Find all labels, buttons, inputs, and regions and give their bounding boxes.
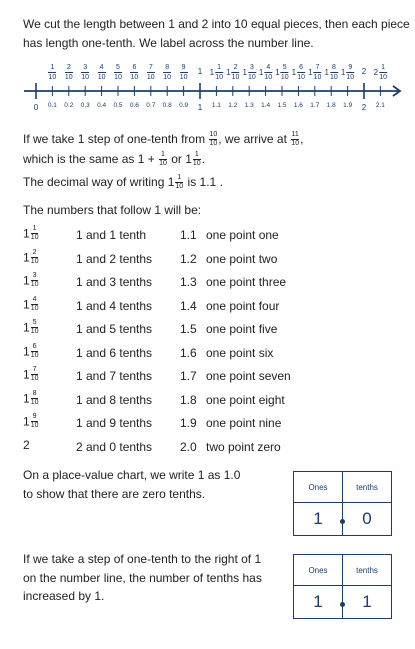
- reading-cell: one point two: [206, 251, 278, 266]
- number-line-decimal-label: 1.4: [261, 102, 271, 109]
- words-cell: 1 and 2 tenths: [76, 251, 153, 266]
- follow-heading: The numbers that follow 1 will be:: [23, 203, 202, 217]
- place-value-chart-1: [293, 471, 392, 536]
- number-line-whole-label: 2: [361, 67, 367, 76]
- pv2-text-3: increased by 1.: [23, 589, 105, 603]
- table-row: [23, 343, 323, 365]
- fraction: $\frac{6}{10}$: [30, 342, 39, 359]
- mixed-number: 2: [23, 437, 30, 452]
- mixed-number: 1 $\frac{7}{10}$: [23, 366, 39, 382]
- words-cell: 1 and 5 tenths: [76, 322, 153, 336]
- number-line-mixed-label: 1 4 10: [258, 64, 273, 81]
- number-line-fraction-label: 3 10: [81, 64, 90, 81]
- fraction-one-tenth: $\frac{1}{10}$: [159, 151, 167, 168]
- number-line-axis: [0, 80, 415, 102]
- table-row: [23, 272, 323, 294]
- fraction-one-tenth-mixed: $\frac{1}{10}$: [192, 151, 201, 168]
- intro-line-1: We cut the length between 1 and 2 into 10 equal pieces, then each piece: [23, 17, 410, 31]
- number-line-decimal-label: 0.9: [179, 102, 189, 109]
- fraction: $\frac{4}{10}$: [30, 295, 39, 312]
- number-line-fraction-label: 7 10: [146, 64, 155, 81]
- number-line-fraction-label: 9 10: [179, 64, 188, 81]
- pv2-text-1: If we take a step of one-tenth to the right of 1: [23, 552, 262, 566]
- decimal-cell: 2.0: [180, 439, 197, 454]
- number-line-fraction-label: 6 10: [130, 64, 139, 81]
- reading-cell: one point six: [206, 345, 274, 360]
- fraction-one-tenth-decimal: $\frac{1}{10}$: [175, 174, 184, 191]
- words-cell: 1 and 3 tenths: [76, 275, 153, 289]
- reading-cell: one point eight: [206, 392, 285, 407]
- decimal-cell: 1.5: [180, 322, 197, 336]
- fraction: $\frac{2}{10}$: [30, 248, 39, 265]
- reading-cell: one point seven: [206, 369, 291, 383]
- words-cell: 1 and 4 tenths: [76, 298, 153, 313]
- decimal-cell: 1.8: [180, 392, 197, 407]
- number-line-decimal-label: 1.8: [326, 102, 336, 109]
- explain-text-b: , we arrive at: [218, 132, 287, 146]
- explain-comma: ,: [300, 132, 304, 146]
- reading-cell: one point three: [206, 275, 287, 289]
- number-line-decimal-label: 1.9: [343, 102, 353, 109]
- number-line-decimal-label: 0.7: [146, 102, 156, 109]
- mixed-number: 1 $\frac{4}{10}$: [23, 295, 39, 312]
- reading-cell: one point one: [206, 228, 279, 242]
- explain-text-c: which is the same as 1 +: [23, 152, 155, 166]
- number-line-mixed-label: 1 1 10: [209, 64, 224, 81]
- fraction: $\frac{8}{10}$: [30, 389, 39, 406]
- number-line-decimal-label: 1.1: [211, 102, 221, 109]
- mixed-number: 1 $\frac{8}{10}$: [23, 389, 39, 406]
- tenths-header: tenths: [343, 555, 392, 586]
- table-row: [23, 413, 323, 435]
- mixed-number: 1 $\frac{1}{10}$: [23, 225, 39, 241]
- number-line-decimal-label: 0.5: [113, 102, 123, 109]
- explain-text-d: or 1: [171, 152, 192, 166]
- reading-cell: two point zero: [206, 439, 281, 454]
- fraction: $\frac{3}{10}$: [30, 272, 39, 288]
- explain-text-f: is 1.1 .: [187, 175, 223, 189]
- number-line-fraction-label: 4 10: [97, 64, 106, 81]
- pv1-text-2: to show that there are zero tenths.: [23, 487, 206, 501]
- fraction: $\frac{5}{10}$: [30, 319, 39, 335]
- number-line-fraction-label: 5 10: [114, 64, 122, 81]
- explain-text-a: If we take 1 step of one-tenth from: [23, 132, 206, 146]
- mixed-number: 1 $\frac{9}{10}$: [23, 413, 39, 429]
- number-line-mixed-label: 1 9 10: [340, 64, 355, 81]
- pv2-text-2: on the number line, the number of tenths has: [23, 571, 262, 585]
- table-row: [23, 296, 323, 318]
- number-line-decimal-label: 1.3: [244, 102, 254, 109]
- decimal-cell: 1.6: [180, 345, 197, 360]
- number-line-decimal-label: 1.7: [310, 102, 320, 109]
- words-cell: 1 and 1 tenth: [76, 228, 147, 242]
- explain-line-2: [23, 150, 205, 168]
- fraction: $\frac{9}{10}$: [30, 413, 39, 429]
- number-line-decimal-label: 0.1: [47, 102, 57, 109]
- number-line-decimal-label: 0.4: [97, 102, 107, 109]
- intro-line-2: has length one-tenth. We label across the number line.: [23, 36, 314, 50]
- explain-period: .: [201, 152, 206, 166]
- table-row: [23, 319, 323, 341]
- table-row: [23, 437, 323, 459]
- tenths-header: tenths: [343, 472, 392, 503]
- number-line-mixed-label: 1 3 10: [242, 64, 256, 81]
- pv1-text-1: On a place-value chart, we write 1 as 1.0: [23, 468, 241, 482]
- number-line-mixed-label: 1 2 10: [226, 64, 240, 81]
- words-cell: 1 and 6 tenths: [76, 345, 153, 360]
- table-row: [23, 390, 323, 412]
- number-line-fraction-label: 2 10: [64, 64, 73, 81]
- reading-cell: one point nine: [206, 416, 282, 430]
- ones-value: 1: [294, 586, 343, 619]
- number-line-whole-label: 1: [197, 67, 203, 76]
- decimal-cell: 1.1: [180, 228, 197, 242]
- decimal-cell: 1.4: [180, 298, 197, 313]
- number-line-fraction-label: 8 10: [163, 64, 172, 81]
- number-line-decimal-label: 0.8: [162, 102, 172, 109]
- mixed-number: 1 $\frac{5}{10}$: [23, 319, 39, 335]
- number-line-mixed-label: 1 7 10: [308, 64, 322, 81]
- place-value-chart-2: [293, 554, 392, 619]
- decimal-cell: 1.7: [180, 369, 197, 383]
- fraction-eleven-tenths: $\frac{11}{10}$: [291, 131, 300, 148]
- explain-line-3: [23, 173, 223, 191]
- number-line-decimal-label: 2.1: [375, 102, 385, 109]
- words-cell: 1 and 7 tenths: [76, 369, 153, 383]
- ones-value: 1: [294, 503, 343, 536]
- ones-header: Ones: [294, 555, 343, 586]
- number-line-one-label: 1: [197, 103, 203, 112]
- number-line-fraction-label: 1 10: [48, 64, 57, 81]
- tenths-value: 0: [343, 503, 392, 536]
- table-row: [23, 249, 323, 271]
- explain-text-e: The decimal way of writing 1: [23, 175, 175, 189]
- words-cell: 1 and 8 tenths: [76, 392, 153, 407]
- number-line-mixed-label: 1 6 10: [291, 64, 306, 81]
- mixed-number: 1 $\frac{6}{10}$: [23, 342, 39, 359]
- decimal-cell: 1.2: [180, 251, 197, 266]
- tenths-value: 1: [343, 586, 392, 619]
- mixed-number: 1 $\frac{2}{10}$: [23, 248, 39, 265]
- table-row: [23, 225, 323, 247]
- fraction: $\frac{1}{10}$: [30, 225, 39, 241]
- number-line-mixed-label: 2 1 10: [373, 64, 388, 81]
- number-line-zero-label: 0: [33, 103, 39, 112]
- mixed-number: 1 $\frac{3}{10}$: [23, 272, 39, 288]
- number-line-decimal-label: 1.6: [293, 102, 303, 109]
- number-line-decimal-label: 1.5: [277, 102, 287, 109]
- reading-cell: one point four: [206, 298, 280, 313]
- words-cell: 1 and 9 tenths: [76, 416, 153, 430]
- number-line-decimal-label: 0.6: [129, 102, 139, 109]
- ones-header: Ones: [294, 472, 343, 503]
- table-row: [23, 366, 323, 388]
- reading-cell: one point five: [206, 322, 278, 336]
- decimal-cell: 1.3: [180, 275, 197, 289]
- decimal-cell: 1.9: [180, 416, 197, 430]
- number-line-decimal-label: 1.2: [228, 102, 238, 109]
- number-line-mixed-label: 1 5 10: [275, 64, 289, 81]
- explain-line-1: [23, 130, 303, 148]
- number-line-decimal-label: 0.3: [80, 102, 90, 109]
- number-line-mixed-label: 1 8 10: [324, 64, 338, 81]
- number-line-two-label: 2: [361, 103, 367, 112]
- words-cell: 2 and 0 tenths: [76, 439, 153, 454]
- fraction-ten-tenths: $\frac{10}{10}$: [209, 131, 218, 148]
- number-line-decimal-label: 0.2: [64, 102, 74, 109]
- fraction: $\frac{7}{10}$: [30, 366, 39, 382]
